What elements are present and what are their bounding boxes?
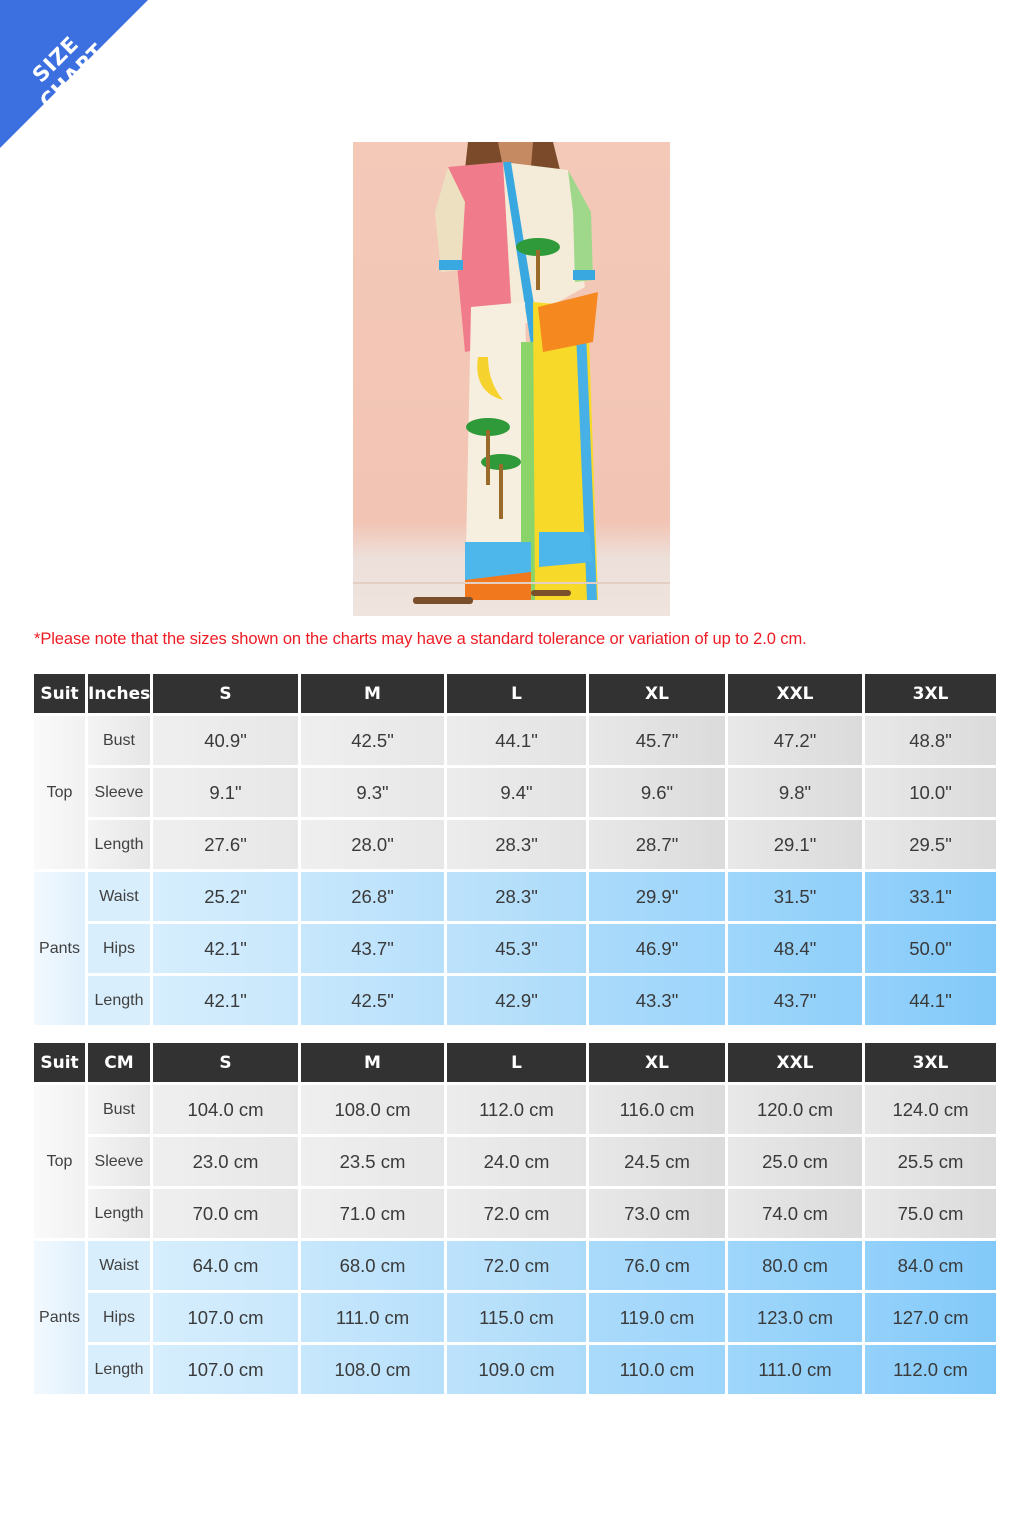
table-cell: 108.0 cm	[301, 1345, 444, 1394]
table-row	[34, 716, 996, 765]
table-cell: 29.9"	[589, 872, 725, 921]
table-row	[34, 1241, 996, 1290]
table-cell: 44.1"	[865, 976, 996, 1025]
table-cell: 25.2"	[153, 872, 298, 921]
header-size-l: L	[447, 1043, 586, 1082]
row-label: Hips	[88, 1293, 150, 1342]
table-row	[34, 820, 996, 869]
header-suit: Suit	[34, 1043, 85, 1082]
table-cell: 48.8"	[865, 716, 996, 765]
table-cell: 107.0 cm	[153, 1345, 298, 1394]
table-cell: 45.3"	[447, 924, 586, 973]
header-size-xxl: XXL	[728, 1043, 862, 1082]
table-cell: 68.0 cm	[301, 1241, 444, 1290]
table-cell: 29.1"	[728, 820, 862, 869]
table-cell: 104.0 cm	[153, 1085, 298, 1134]
table-cell: 28.0"	[301, 820, 444, 869]
table-cell: 9.8"	[728, 768, 862, 817]
table-header-row	[34, 674, 996, 713]
header-size-xl: XL	[589, 674, 725, 713]
table-cell: 127.0 cm	[865, 1293, 996, 1342]
table-cell: 123.0 cm	[728, 1293, 862, 1342]
table-row	[34, 976, 996, 1025]
table-cell: 28.3"	[447, 820, 586, 869]
table-cell: 116.0 cm	[589, 1085, 725, 1134]
table-cell: 42.9"	[447, 976, 586, 1025]
model-illustration	[353, 142, 670, 616]
table-cell: 33.1"	[865, 872, 996, 921]
size-table-cm	[31, 1040, 999, 1397]
product-photo	[353, 142, 670, 616]
header-unit: CM	[88, 1043, 150, 1082]
table-cell: 111.0 cm	[728, 1345, 862, 1394]
table-cell: 110.0 cm	[589, 1345, 725, 1394]
table-cell: 23.5 cm	[301, 1137, 444, 1186]
table-cell: 50.0"	[865, 924, 996, 973]
table-row	[34, 924, 996, 973]
table-cell: 107.0 cm	[153, 1293, 298, 1342]
table-cell: 43.7"	[728, 976, 862, 1025]
table-cell: 25.0 cm	[728, 1137, 862, 1186]
table-cell: 43.3"	[589, 976, 725, 1025]
table-row	[34, 1345, 996, 1394]
size-chart-ribbon	[0, 0, 150, 150]
table-cell: 40.9"	[153, 716, 298, 765]
tolerance-note: *Please note that the sizes shown on the charts may have a standard tolerance or variation of up to 2.0 cm.	[34, 630, 807, 648]
table-row	[34, 768, 996, 817]
table-cell: 124.0 cm	[865, 1085, 996, 1134]
table-cell: 9.6"	[589, 768, 725, 817]
table-cell: 108.0 cm	[301, 1085, 444, 1134]
table-row	[34, 872, 996, 921]
size-table-inches	[31, 671, 999, 1028]
table-cell: 47.2"	[728, 716, 862, 765]
table-cell: 64.0 cm	[153, 1241, 298, 1290]
table-cell: 76.0 cm	[589, 1241, 725, 1290]
table-cell: 25.5 cm	[865, 1137, 996, 1186]
table-row	[34, 1085, 996, 1134]
row-label: Sleeve	[88, 1137, 150, 1186]
header-size-m: M	[301, 1043, 444, 1082]
table-cell: 80.0 cm	[728, 1241, 862, 1290]
row-label: Length	[88, 1189, 150, 1238]
table-cell: 45.7"	[589, 716, 725, 765]
ribbon-label: SIZE CHART	[27, 31, 110, 114]
row-label: Waist	[88, 1241, 150, 1290]
table-cell: 42.1"	[153, 924, 298, 973]
header-size-3xl: 3XL	[865, 1043, 996, 1082]
header-unit: Inches	[88, 674, 150, 713]
table-cell: 46.9"	[589, 924, 725, 973]
header-size-m: M	[301, 674, 444, 713]
table-cell: 112.0 cm	[447, 1085, 586, 1134]
row-label: Hips	[88, 924, 150, 973]
table-cell: 70.0 cm	[153, 1189, 298, 1238]
table-cell: 43.7"	[301, 924, 444, 973]
row-label: Sleeve	[88, 768, 150, 817]
table-cell: 44.1"	[447, 716, 586, 765]
header-size-xl: XL	[589, 1043, 725, 1082]
header-size-xxl: XXL	[728, 674, 862, 713]
table-cell: 24.5 cm	[589, 1137, 725, 1186]
table-cell: 31.5"	[728, 872, 862, 921]
table-cell: 9.1"	[153, 768, 298, 817]
table-cell: 111.0 cm	[301, 1293, 444, 1342]
table-cell: 115.0 cm	[447, 1293, 586, 1342]
table-cell: 23.0 cm	[153, 1137, 298, 1186]
table-cell: 42.1"	[153, 976, 298, 1025]
table-cell: 28.7"	[589, 820, 725, 869]
table-cell: 42.5"	[301, 976, 444, 1025]
table-cell: 72.0 cm	[447, 1189, 586, 1238]
table-cell: 27.6"	[153, 820, 298, 869]
table-cell: 119.0 cm	[589, 1293, 725, 1342]
category-pants: Pants	[34, 872, 85, 1025]
table-cell: 26.8"	[301, 872, 444, 921]
table-cell: 9.3"	[301, 768, 444, 817]
table-cell: 48.4"	[728, 924, 862, 973]
header-size-s: S	[153, 674, 298, 713]
table-cell: 75.0 cm	[865, 1189, 996, 1238]
table-row	[34, 1137, 996, 1186]
row-label: Length	[88, 976, 150, 1025]
table-row	[34, 1189, 996, 1238]
row-label: Bust	[88, 716, 150, 765]
table-cell: 71.0 cm	[301, 1189, 444, 1238]
table-cell: 24.0 cm	[447, 1137, 586, 1186]
row-label: Waist	[88, 872, 150, 921]
category-pants: Pants	[34, 1241, 85, 1394]
table-cell: 10.0"	[865, 768, 996, 817]
table-cell: 72.0 cm	[447, 1241, 586, 1290]
table-cell: 112.0 cm	[865, 1345, 996, 1394]
row-label: Bust	[88, 1085, 150, 1134]
table-cell: 28.3"	[447, 872, 586, 921]
table-cell: 109.0 cm	[447, 1345, 586, 1394]
header-suit: Suit	[34, 674, 85, 713]
header-size-l: L	[447, 674, 586, 713]
table-cell: 29.5"	[865, 820, 996, 869]
table-cell: 9.4"	[447, 768, 586, 817]
table-cell: 120.0 cm	[728, 1085, 862, 1134]
category-top: Top	[34, 1085, 85, 1238]
category-top: Top	[34, 716, 85, 869]
row-label: Length	[88, 820, 150, 869]
table-header-row	[34, 1043, 996, 1082]
header-size-3xl: 3XL	[865, 674, 996, 713]
table-cell: 42.5"	[301, 716, 444, 765]
table-cell: 73.0 cm	[589, 1189, 725, 1238]
table-row	[34, 1293, 996, 1342]
header-size-s: S	[153, 1043, 298, 1082]
table-cell: 74.0 cm	[728, 1189, 862, 1238]
row-label: Length	[88, 1345, 150, 1394]
table-cell: 84.0 cm	[865, 1241, 996, 1290]
